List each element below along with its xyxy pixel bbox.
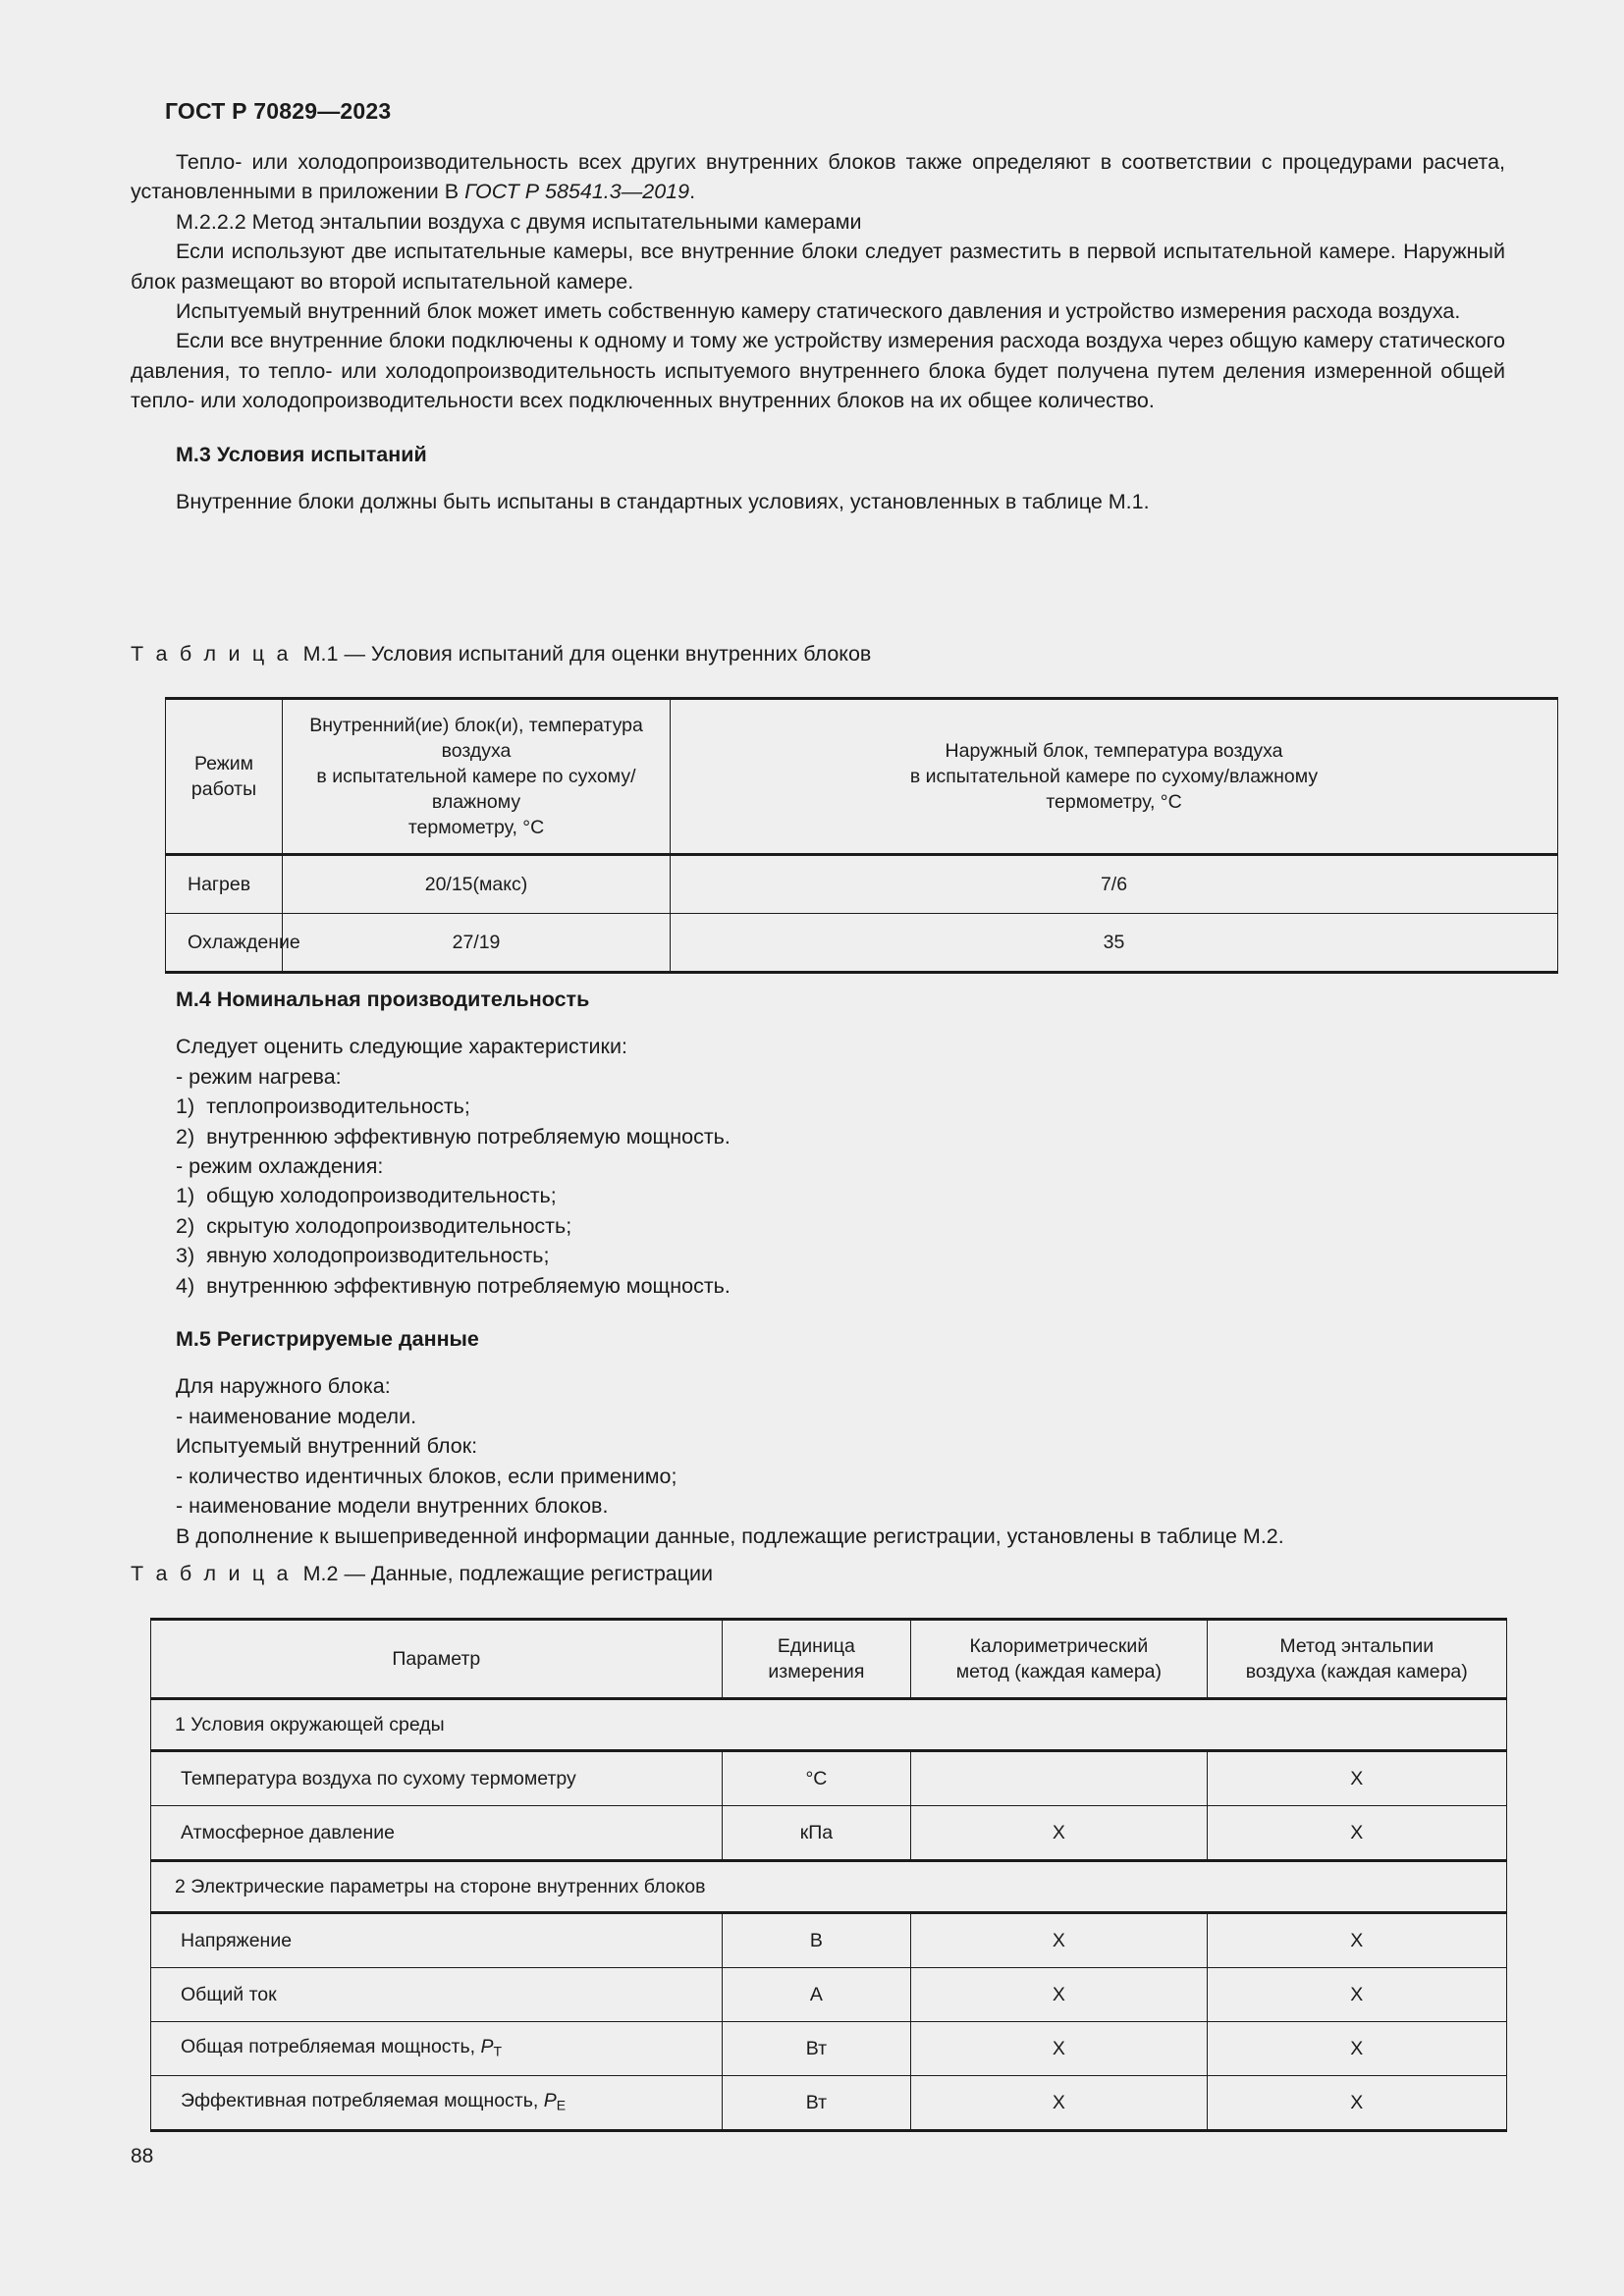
table-m1-header-outdoor-line1: Наружный блок, температура воздуха (945, 740, 1283, 762)
paragraph-other-indoor-units (131, 147, 1505, 207)
text-column-lower (131, 985, 1505, 1551)
table-m2-header-calorimetric (911, 1620, 1207, 1699)
table-m2-header-unit-line1: Единица (777, 1635, 855, 1657)
m5-line-identical-units: - количество идентичных блоков, если применимо; (176, 1464, 677, 1488)
table-m2-cell-parameter (151, 2076, 723, 2131)
table-m2-cell-parameter: Общий ток (151, 1968, 723, 2022)
section-m5-heading: М.5 Регистрируемые данные (176, 1327, 479, 1352)
table-m2-cell-calorimetric: X (911, 2022, 1207, 2076)
table-m1-header-indoor-line2: в испытательной камере по сухому/влажному (316, 766, 636, 813)
table-m2-cell-enthalpy: X (1207, 2076, 1506, 2131)
paragraph-two-chambers: Если используют две испытательные камеры, все внутренние блоки следует разместить в первой испытательной камере. Наружный блок размещают во второй испытательной камере. (131, 240, 1505, 294)
text-column (131, 147, 1505, 516)
spacer (131, 1301, 1505, 1324)
section-m3-heading: М.3 Условия испытаний (176, 442, 427, 466)
table-m2-group-label-1: 1 Условия окружающей среды (151, 1699, 1507, 1751)
table-m2-caption (131, 1559, 713, 1588)
table-m2-cell-unit: В (722, 1913, 911, 1968)
table-m1-cell-mode: Нагрев (166, 855, 283, 914)
table-m1-header-indoor (283, 699, 671, 855)
table-m2-cell-enthalpy: X (1207, 1968, 1506, 2022)
table-m2-cell-parameter: Атмосферное давление (151, 1806, 723, 1861)
table-m1-header-indoor-line1: Внутренний(ие) блок(и), температура воздуха (309, 715, 643, 762)
table-m2-header-enthalpy-line2: воздуха (каждая камера) (1245, 1661, 1468, 1682)
table-row (151, 1968, 1507, 2022)
running-header: ГОСТ Р 70829—2023 (165, 98, 392, 124)
power-symbol: P (543, 2089, 557, 2111)
table-m2-cell-parameter (151, 2022, 723, 2076)
table-m1-cell-outdoor: 7/6 (671, 855, 1558, 914)
table-m1-cell-outdoor: 35 (671, 914, 1558, 973)
power-subscript: T (493, 2043, 503, 2059)
m4-cooling-item-4: 4) внутреннюю эффективную потребляемую мощность. (176, 1273, 731, 1298)
table-m2-header-calorimetric-line1: Калориметрический (969, 1635, 1149, 1657)
power-subscript: E (556, 2097, 567, 2113)
table-m2-cell-parameter: Температура воздуха по сухому термометру (151, 1751, 723, 1806)
table-row (151, 1751, 1507, 1806)
table-m2-cell-unit: Вт (722, 2022, 911, 2076)
paragraph-text-a: Тепло- или холодопроизводительность всех других внутренних блоков также определяют в соответствии с процедурами расчета, установленными в приложении В (131, 150, 1505, 204)
m4-heating-item-1: 1) теплопроизводительность; (176, 1095, 470, 1119)
table-m2-cell-enthalpy: X (1207, 1806, 1506, 1861)
table-m2-cell-calorimetric: X (911, 2076, 1207, 2131)
spacer (131, 1014, 1505, 1032)
table-m2-header-enthalpy (1207, 1620, 1506, 1699)
table-m1-header-outdoor-line2: в испытательной камере по сухому/влажному (909, 766, 1319, 787)
m5-line-indoor-model-name: - наименование модели внутренних блоков. (176, 1494, 609, 1519)
m5-closing-paragraph: В дополнение к вышеприведенной информации данные, подлежащие регистрации, установлены в таблице М.2. (176, 1523, 1284, 1548)
table-m2-cell-enthalpy: X (1207, 2022, 1506, 2076)
table-m2-cell-calorimetric: X (911, 1968, 1207, 2022)
table-m1-cell-mode: Охлаждение (166, 914, 283, 973)
table-m1-header-mode: Режим работы (166, 699, 283, 855)
paragraph-static-pressure-chamber: Испытуемый внутренний блок может иметь собственную камеру статического давления и устройство измерения расхода воздуха. (176, 299, 1461, 324)
m4-cooling-item-2: 2) скрытую холодопроизводительность; (176, 1213, 572, 1238)
table-m1-caption (131, 639, 871, 668)
standard-reference: ГОСТ Р 58541.3—2019 (464, 180, 690, 204)
m4-cooling-label: - режим охлаждения: (176, 1154, 384, 1179)
table-m1-header-outdoor (671, 699, 1558, 855)
table-row (166, 855, 1558, 914)
table-m1-header-row (166, 699, 1558, 855)
table-m1-cell-indoor: 20/15(макс) (283, 855, 671, 914)
table-m2-caption-text: — Данные, подлежащие регистрации (344, 1562, 714, 1585)
table-m2-cell-parameter-text: Общая потребляемая мощность, (181, 2035, 481, 2057)
table-m2-cell-parameter: Напряжение (151, 1913, 723, 1968)
spacer (131, 1354, 1505, 1371)
table-row (151, 1806, 1507, 1861)
table-m1-header-outdoor-line3: термометру, °С (1046, 791, 1182, 813)
table-test-conditions (165, 697, 1558, 974)
m5-line-model-name: - наименование модели. (176, 1404, 417, 1428)
table-m2-cell-calorimetric (911, 1751, 1207, 1806)
table-m2-cell-unit: А (722, 1968, 911, 2022)
table-m2-caption-number: М.2 (302, 1562, 339, 1585)
table-m2-cell-unit: Вт (722, 2076, 911, 2131)
table-m1-caption-number: М.1 (302, 642, 339, 666)
table-m2-cell-enthalpy: X (1207, 1913, 1506, 1968)
table-m2-cell-calorimetric: X (911, 1806, 1207, 1861)
power-symbol: P (480, 2035, 494, 2057)
table-m2-header-parameter: Параметр (151, 1620, 723, 1699)
table-recorded-data (150, 1618, 1507, 2132)
table-m2-header-row (151, 1620, 1507, 1699)
section-m4-intro: Следует оценить следующие характеристики: (176, 1035, 627, 1059)
table-m2-caption-prefix: Т а б л и ц а (131, 1562, 292, 1585)
table-row (151, 2022, 1507, 2076)
m4-cooling-item-1: 1) общую холодопроизводительность; (176, 1184, 557, 1208)
spacer (131, 416, 1505, 440)
table-row (166, 914, 1558, 973)
section-m4-heading: М.4 Номинальная производительность (176, 988, 590, 1011)
table-m2-cell-enthalpy: X (1207, 1751, 1506, 1806)
table-m2-header-enthalpy-line1: Метод энтальпии (1279, 1635, 1435, 1657)
section-m3-paragraph: Внутренние блоки должны быть испытаны в стандартных условиях, установленных в таблице М.1. (176, 490, 1150, 514)
table-m2-header-unit (722, 1620, 911, 1699)
paragraph-common-plenum: Если все внутренние блоки подключены к одному и тому же устройству измерения расхода воздуха через общую камеру статического давления, то тепло- или холодопроизводительность испытуемого внутреннего блока будет получена путем деления измеренной общей тепло- или холодопроизводительности всех подключенных внутренних блоков на их общее количество. (131, 329, 1505, 413)
table-row (151, 1913, 1507, 1968)
table-m1-header-indoor-line3: термометру, °С (407, 817, 545, 838)
spacer (131, 469, 1505, 487)
table-m2-header-calorimetric-line2: метод (каждая камера) (955, 1661, 1162, 1682)
page-number: 88 (131, 2145, 154, 2167)
m4-heating-item-2: 2) внутреннюю эффективную потребляемую мощность. (176, 1124, 731, 1148)
table-m2-cell-calorimetric: X (911, 1913, 1207, 1968)
m5-line-outdoor-unit: Для наружного блока: (176, 1374, 391, 1399)
m5-line-tested-indoor-unit: Испытуемый внутренний блок: (176, 1434, 478, 1459)
table-m2-group-label-2: 2 Электрические параметры на стороне внутренних блоков (151, 1861, 1507, 1913)
m4-heating-label: - режим нагрева: (176, 1064, 342, 1089)
table-m2-cell-unit: °С (722, 1751, 911, 1806)
paragraph-text-b: . (689, 180, 696, 204)
table-m1-caption-text: — Условия испытаний для оценки внутренних блоков (344, 642, 872, 666)
table-m2-group-row (151, 1861, 1507, 1913)
table-m1-caption-prefix: Т а б л и ц а (131, 642, 292, 666)
table-row (151, 2076, 1507, 2131)
table-m2-header-unit-line2: измерения (768, 1661, 865, 1682)
table-m2-cell-unit: кПа (722, 1806, 911, 1861)
m4-cooling-item-3: 3) явную холодопроизводительность; (176, 1244, 550, 1268)
table-m1-cell-indoor: 27/19 (283, 914, 671, 973)
clause-m222-heading: М.2.2.2 Метод энтальпии воздуха с двумя испытательными камерами (176, 209, 862, 234)
table-m2-cell-parameter-text: Эффективная потребляемая мощность, (181, 2089, 544, 2111)
table-m2-group-row (151, 1699, 1507, 1751)
